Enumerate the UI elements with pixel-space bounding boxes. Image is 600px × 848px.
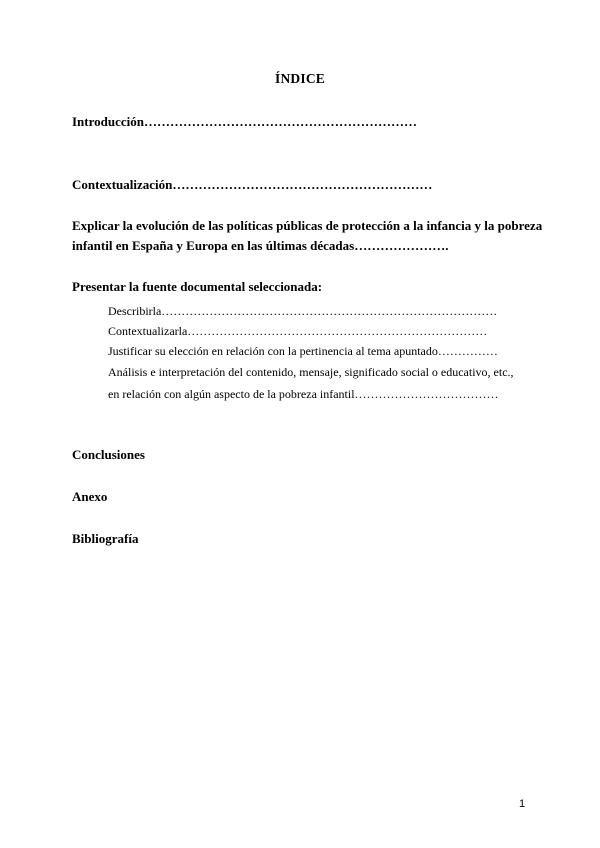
toc-entry-conclusiones: Conclusiones <box>72 447 145 462</box>
toc-entry-anexo: Anexo <box>72 489 108 504</box>
toc-subentry-describirla: Describirla………………………………………………………………………… <box>108 304 498 318</box>
toc-subentry-analisis-line1: Análisis e interpretación del contenido, mensaje, significado social o educativo, etc., <box>108 365 514 379</box>
toc-entry-explicar-line1: Explicar la evolución de las políticas públicas de protección a la infancia y la pobreza <box>72 218 543 233</box>
page-title: ÍNDICE <box>275 71 325 86</box>
toc-subentry-justificar: Justificar su elección en relación con la pertinencia al tema apuntado…………… <box>108 344 498 358</box>
toc-entry-introduccion: Introducción……………………………………………………… <box>72 114 417 129</box>
toc-entry-explicar <box>72 216 543 256</box>
toc-subentry-contextualizarla: Contextualizarla………………………………………………………………… <box>108 324 488 338</box>
toc-entry-contextualizacion: Contextualización…………………………………………………… <box>72 177 433 192</box>
toc-entry-explicar-line2: infantil en España y Europa en las últimas décadas…………………. <box>72 238 449 253</box>
toc-entry-bibliografia: Bibliografía <box>72 531 139 546</box>
toc-entry-presentar: Presentar la fuente documental seleccionada: <box>72 279 323 294</box>
page-number: 1 <box>519 798 526 810</box>
toc-subentry-analisis-line2: en relación con algún aspecto de la pobreza infantil……………………………… <box>108 387 499 401</box>
